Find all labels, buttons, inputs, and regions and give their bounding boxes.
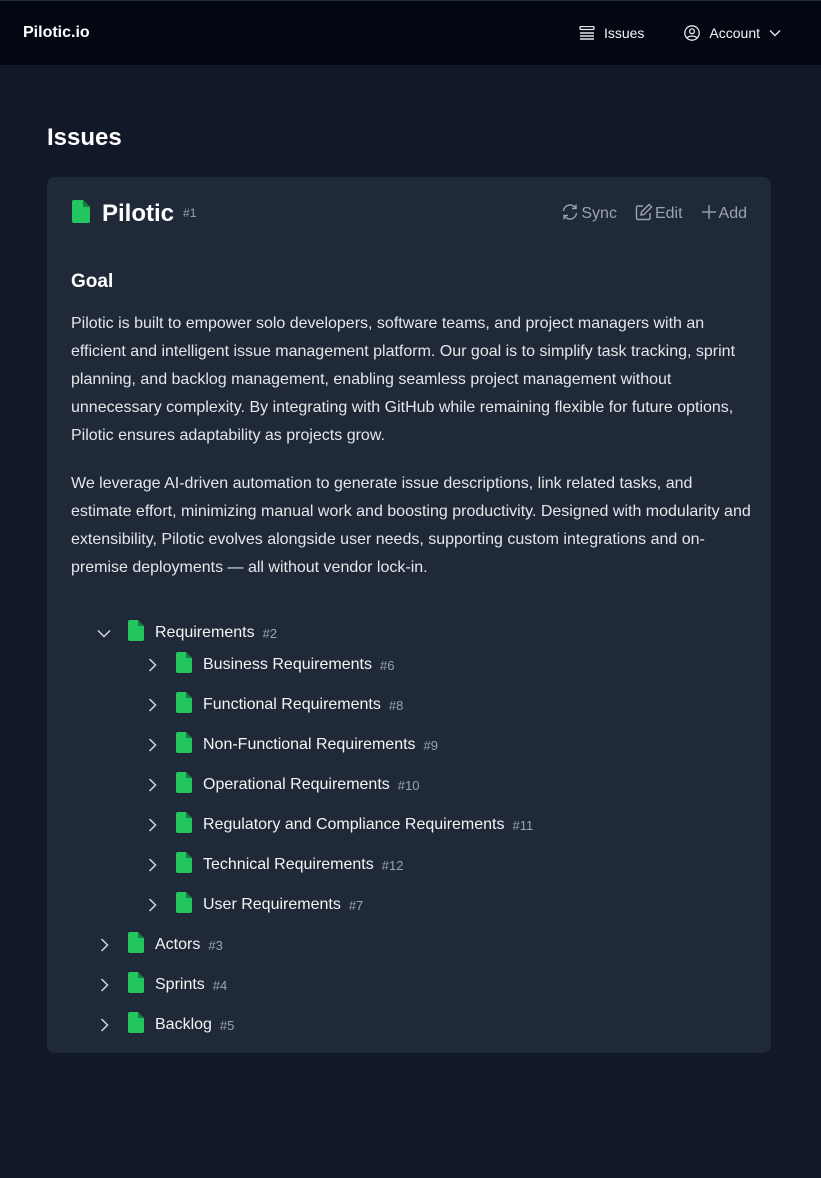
tree-item-label: Business Requirements [203, 656, 372, 673]
document-icon [176, 732, 192, 758]
edit-label: Edit [654, 205, 683, 222]
tree-item-label: Non-Functional Requirements [203, 736, 416, 753]
document-icon [176, 892, 192, 918]
chevron-right-icon[interactable] [96, 977, 112, 993]
issue-card-header [72, 200, 747, 228]
top-navbar [0, 0, 821, 65]
document-icon [128, 932, 144, 958]
tree-item-backlog[interactable] [96, 1013, 234, 1037]
tree-item-functional-requirements[interactable] [144, 693, 403, 717]
tree-item-user-requirements[interactable] [144, 893, 363, 917]
goal-paragraph: Pilotic is built to empower solo developers, software teams, and project managers with an efficient and intelligent issue management platform. Our goal is to simplify task tracking, sprint planning, and backlog management, enabling seamless project management without unnecessary complexity. By integrating with GitHub while remaining flexible for future options, Pilotic ensures adaptability as projects grow. [71, 315, 736, 444]
tree-item-number: #3 [208, 937, 223, 953]
chevron-down-icon[interactable] [96, 625, 112, 641]
tree-item-business-requirements[interactable] [144, 653, 394, 677]
document-icon [176, 692, 192, 718]
tree-item-label: Actors [155, 936, 201, 953]
add-label: Add [718, 205, 747, 222]
sync-label: Sync [581, 205, 617, 222]
goal-heading: Goal [71, 271, 114, 292]
document-icon [176, 852, 192, 878]
nav-account-menu[interactable] [684, 25, 781, 41]
tree-item-label: Sprints [155, 976, 205, 993]
chevron-right-icon[interactable] [144, 857, 160, 873]
tree-item-label: Functional Requirements [203, 696, 381, 713]
nav-account-label: Account [709, 25, 760, 41]
tree-item-non-functional-requirements[interactable] [144, 733, 438, 757]
document-icon [128, 1012, 144, 1038]
tree-item-operational-requirements[interactable] [144, 773, 419, 797]
sync-button[interactable] [561, 203, 617, 226]
pencil-square-icon [635, 203, 653, 226]
page-title: Issues [47, 124, 122, 151]
tree-item-label: Requirements [155, 624, 255, 641]
chevron-right-icon[interactable] [144, 897, 160, 913]
tree-item-label: Operational Requirements [203, 776, 390, 793]
document-icon [72, 200, 90, 228]
edit-button[interactable] [635, 203, 683, 226]
issue-number: #1 [183, 206, 197, 220]
issue-title: Pilotic [102, 200, 175, 227]
issue-card [47, 177, 771, 1053]
tree-item-actors[interactable] [96, 933, 223, 957]
plus-icon [701, 204, 717, 225]
document-icon [128, 620, 144, 646]
goal-description [71, 310, 751, 602]
tree-item-label: Technical Requirements [203, 856, 374, 873]
tree-item-label: User Requirements [203, 896, 341, 913]
chevron-right-icon[interactable] [96, 1017, 112, 1033]
tree-item-sprints[interactable] [96, 973, 227, 997]
chevron-right-icon[interactable] [144, 817, 160, 833]
tree-item-number: #4 [212, 977, 228, 993]
tree-item-number: #10 [397, 777, 420, 793]
chevron-right-icon[interactable] [144, 657, 160, 673]
brand-logo[interactable]: Pilotic.io [23, 24, 90, 41]
tree-item-number: #6 [379, 657, 395, 673]
nav-links [579, 25, 798, 41]
tree-item-number: #11 [512, 817, 534, 833]
tree-item-label: Regulatory and Compliance Requirements [203, 816, 505, 833]
document-icon [128, 972, 144, 998]
tree-item-number: #9 [423, 737, 439, 753]
issue-actions [561, 203, 747, 226]
chevron-right-icon[interactable] [144, 737, 160, 753]
tree-item-regulatory-requirements[interactable] [144, 813, 533, 837]
tree-item-number: #12 [381, 857, 404, 873]
tree-item-technical-requirements[interactable] [144, 853, 403, 877]
chevron-right-icon[interactable] [144, 697, 160, 713]
document-icon [176, 772, 192, 798]
tree-item-number: #2 [262, 625, 278, 641]
chevron-down-icon [769, 29, 781, 37]
tree-item-label: Backlog [155, 1016, 212, 1033]
add-button[interactable] [701, 204, 747, 225]
stack-icon [579, 26, 595, 40]
tree-item-requirements[interactable] [96, 621, 277, 645]
user-circle-icon [684, 25, 700, 41]
tree-item-number: #8 [388, 697, 404, 713]
chevron-right-icon[interactable] [144, 777, 160, 793]
goal-paragraph: We leverage AI-driven automation to generate issue descriptions, link related tasks, and estimate effort, minimizing manual work and boosting productivity. Designed with modularity and extensibility, Pilotic evolves alongside user needs, supporting custom integrations and on-premise deployments — all without vendor lock-in. [71, 475, 751, 576]
nav-issues-link[interactable] [579, 25, 644, 41]
nav-issues-label: Issues [603, 25, 645, 41]
document-icon [176, 652, 192, 678]
tree-item-number: #5 [219, 1017, 235, 1033]
issue-title-wrap [72, 200, 196, 228]
tree-item-number: #7 [348, 897, 364, 913]
refresh-icon [561, 203, 579, 226]
document-icon [176, 812, 192, 838]
chevron-right-icon[interactable] [96, 937, 112, 953]
